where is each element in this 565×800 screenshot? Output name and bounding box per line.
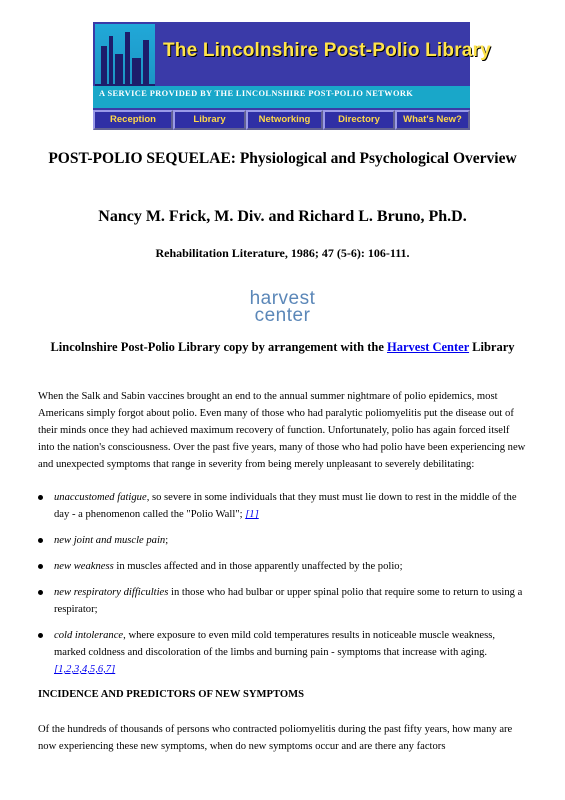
reference-link[interactable]: [1,2,3,4,5,6,7]: [54, 664, 116, 675]
symptom-text: in muscles affected and in those apparently unaffected by the polio;: [113, 561, 403, 572]
copy-notice: [30, 338, 535, 356]
logo-line-harvest: harvest: [249, 288, 316, 309]
symptom-text: ;: [165, 535, 169, 546]
symptom-term: new respiratory difficulties: [54, 587, 169, 598]
article-title: POST-POLIO SEQUELAE: Physiological and Psychological Overview: [48, 150, 517, 167]
bullet-icon: [38, 495, 43, 500]
symptom-term: new joint and muscle pain: [54, 535, 166, 546]
logo-line-center: center: [254, 305, 311, 326]
bullet-icon: [38, 564, 43, 569]
bullet-icon: [38, 538, 43, 543]
article-citation: Rehabilitation Literature, 1986; 47 (5-6): 106-111.: [155, 246, 410, 260]
bullet-icon: [38, 590, 43, 595]
banner-service-text: A SERVICE PROVIDED BY THE LINCOLNSHIRE POST-POLIO NETWORK: [99, 89, 414, 98]
symptom-term: cold intolerance: [54, 630, 124, 641]
list-item: [38, 558, 528, 575]
bullet-icon: [38, 633, 43, 638]
section-heading: INCIDENCE AND PREDICTORS OF NEW SYMPTOMS: [38, 689, 304, 700]
harvest-center-link[interactable]: Harvest Center: [387, 340, 470, 354]
nav-library[interactable]: Library: [173, 110, 246, 130]
symptom-list: [38, 489, 528, 678]
site-nav: [93, 110, 470, 130]
nav-whats-new[interactable]: What's New?: [395, 110, 470, 130]
copy-prefix: Lincolnshire Post-Polio Library copy by arrangement with the: [50, 340, 388, 354]
banner-title: The Lincolnshire Post-Polio Library: [163, 40, 491, 61]
harvest-center-logo: [0, 290, 565, 324]
section-paragraph: Of the hundreds of thousands of persons who contracted poliomyelitis during the past fifty years, how many are now experiencing these new symptoms, when do new symptoms occur and are there any factors: [38, 724, 513, 752]
symptom-term: new weakness: [54, 561, 114, 572]
list-item: [38, 584, 528, 618]
nav-networking[interactable]: Networking: [246, 110, 323, 130]
symptom-text: , so severe in some individuals that they must must lie down to rest in the middle of the day - a phenomenon called the "Polio Wall";: [54, 492, 517, 520]
copy-suffix: Library: [469, 340, 515, 354]
symptom-text: in those who had bulbar or upper spinal polio that require some to return to using a respirator;: [54, 587, 523, 615]
list-item: [38, 627, 528, 678]
list-item: [38, 532, 528, 549]
list-item: [38, 489, 528, 523]
reference-link[interactable]: [1]: [245, 509, 259, 520]
intro-paragraph: When the Salk and Sabin vaccines brought an end to the annual summer nightmare of polio epidemics, most Americans simply forgot about polio. Even many of those who had paralytic poliomyelitis put the disease out of their minds once they had achieved maximum recovery of function. Unfortunately, polio has again forced itself into the nation's consciousness. Over the past five years, many of those who had polio have been experiencing new and unexpected symptoms that range in severity from being merely unpleasant to severely debilitating:: [38, 391, 526, 470]
site-banner[interactable]: [93, 22, 491, 130]
nav-reception[interactable]: Reception: [93, 110, 173, 130]
symptom-text: , where exposure to even mild cold temperatures results in noticeable muscle weakness, marked coldness and discoloration of the limbs and burning pain - symptoms that increase with aging.: [54, 630, 495, 658]
nav-directory[interactable]: Directory: [323, 110, 395, 130]
article-authors: Nancy M. Frick, M. Div. and Richard L. Bruno, Ph.D.: [98, 208, 467, 225]
symptom-term: unaccustomed fatigue: [54, 492, 147, 503]
